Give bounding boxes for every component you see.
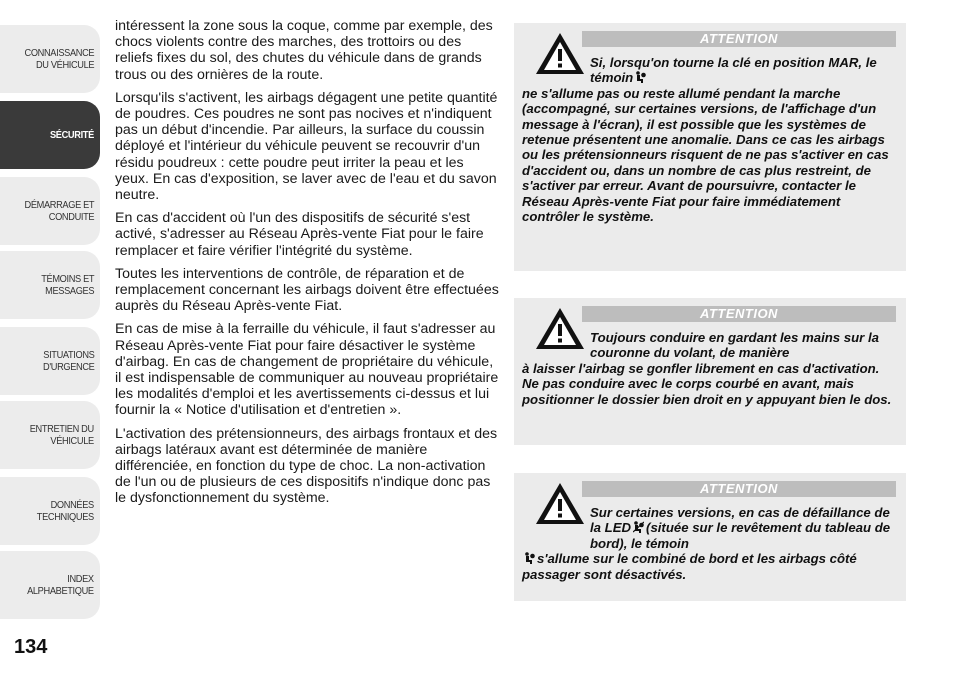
attention-text: [522, 330, 898, 407]
attention-title: ATTENTION: [582, 481, 896, 497]
tab-label: SÉCURITÉ: [50, 129, 94, 141]
attention-text-2: ne s'allume pas ou reste allumé pendant la marche (accompagné, sur certaines versions, de l'affichage d'un message à l'écran), il est possible que les systèmes de retenue présentent une anomalie. Dans ce cas les airbags ou les prétensionneurs risquent de ne pas s'activer en cas d'accident ou, dans un nombre de cas plus restreint, de s'activer par erreur. Avant de poursuivre, contacter le Réseau Après-vente Fiat pour faire immédiatement contrôler le système.: [522, 85, 889, 225]
page-number: 134: [14, 636, 48, 658]
attention-title: ATTENTION: [582, 31, 896, 47]
attention-text-1: Toujours conduire en gardant les mains sur la couronne du volant, de manière: [590, 330, 879, 361]
tab-label: ENTRETIEN DU VÉHICULE: [29, 423, 94, 447]
paragraph: En cas de mise à la ferraille du véhicule, il faut s'adresser au Réseau Après-vente Fiat pour faire désactiver le système d'airbag. En cas de changement de propriétaire du véhicule, il est indispensable de communiquer au nouveau propriétaire les modalités d'emploi et les avertissements ci-dessus et lui fournir la « Notice d'utilisation et d'entretien ».: [115, 321, 499, 419]
tab-label: TÉMOINS ET MESSAGES: [41, 273, 94, 297]
airbag-off-icon: [633, 521, 644, 533]
tab-demarrage-et-conduite[interactable]: [0, 177, 100, 245]
attention-text-2: (située sur le revêtement du tableau de bord), le témoin: [590, 520, 891, 551]
paragraph: Toutes les interventions de contrôle, de réparation et de remplacement concernant les airbags doivent être effectuées auprès du Réseau Après-vente Fiat.: [115, 265, 499, 315]
tab-securite[interactable]: [0, 101, 100, 169]
paragraph: L'activation des prétensionneurs, des airbags frontaux et des airbags latéraux avant est déterminée de manière différenciée, en fonction du type de choc. La non-activation de l'un ou de plusieurs de ces dispositifs n'indique donc pas le dysfonctionnement du système.: [115, 425, 498, 507]
tab-label: DÉMARRAGE ET CONDUITE: [24, 199, 94, 223]
attention-text: [522, 55, 898, 224]
attention-title: ATTENTION: [582, 306, 896, 322]
paragraph: En cas d'accident où l'un des dispositifs de sécurité s'est activé, s'adresser au Réseau Après-vente Fiat pour le faire remplacer et faire vérifier l'intégrité du système.: [115, 210, 484, 259]
attention-box-3: [514, 473, 906, 601]
paragraph: Lorsqu'ils s'activent, les airbags dégagent une petite quantité de poudres. Ces poudres ne sont pas nocives et n'indiquent pas un début d'incendie. Par ailleurs, la surface du coussin déployé et l'intérieur du véhicule peuvent se recouvrir d'un résidu poudreux : cette poudre peut irriter la peau et les yeux. En cas d'exposition, se laver avec de l'eau et du savon neutre.: [115, 89, 498, 204]
airbag-icon: [635, 71, 646, 83]
attention-box-2: [514, 298, 906, 445]
attention-text-1: Sur certaines versions, en cas de défaillance de la LED: [590, 505, 890, 536]
attention-text: [522, 505, 898, 582]
tab-label: INDEX ALPHABETIQUE: [27, 573, 94, 597]
tab-situations-d-urgence[interactable]: [0, 327, 100, 395]
paragraph: intéressent la zone sous la coque, comme par exemple, des chocs violents contre des marches, des trottoirs ou des reliefs fixes du sol, des chutes du véhicule dans de grands trous ou des ornières de la route.: [115, 18, 493, 83]
tab-label: DONNÉES TECHNIQUES: [36, 499, 94, 523]
tab-donnees-techniques[interactable]: [0, 477, 100, 545]
attention-text-1: Si, lorsqu'on tourne la clé en position MAR, le témoin: [590, 55, 877, 86]
chapter-tabs: [0, 0, 103, 630]
tab-connaissance-du-vehicule[interactable]: [0, 25, 100, 93]
body-text-column: [115, 18, 500, 514]
airbag-icon: [524, 552, 535, 564]
tab-label: SITUATIONS D'URGENCE: [42, 349, 94, 373]
tab-label: CONNAISSANCE DU VÉHICULE: [24, 47, 94, 71]
tab-temoins-et-messages[interactable]: [0, 251, 100, 319]
attention-box-1: [514, 23, 906, 271]
attention-text-2: à laisser l'airbag se gonfler librement en cas d'activation. Ne pas conduire avec le corps courbé en avant, mais positionner le dossier bien droit en y appuyant bien le dos.: [522, 360, 892, 407]
tab-index-alphabetique[interactable]: [0, 551, 100, 619]
attention-text-3: s'allume sur le combiné de bord et les airbags côté passager sont désactivés.: [522, 551, 857, 582]
tab-entretien-du-vehicule[interactable]: [0, 401, 100, 469]
